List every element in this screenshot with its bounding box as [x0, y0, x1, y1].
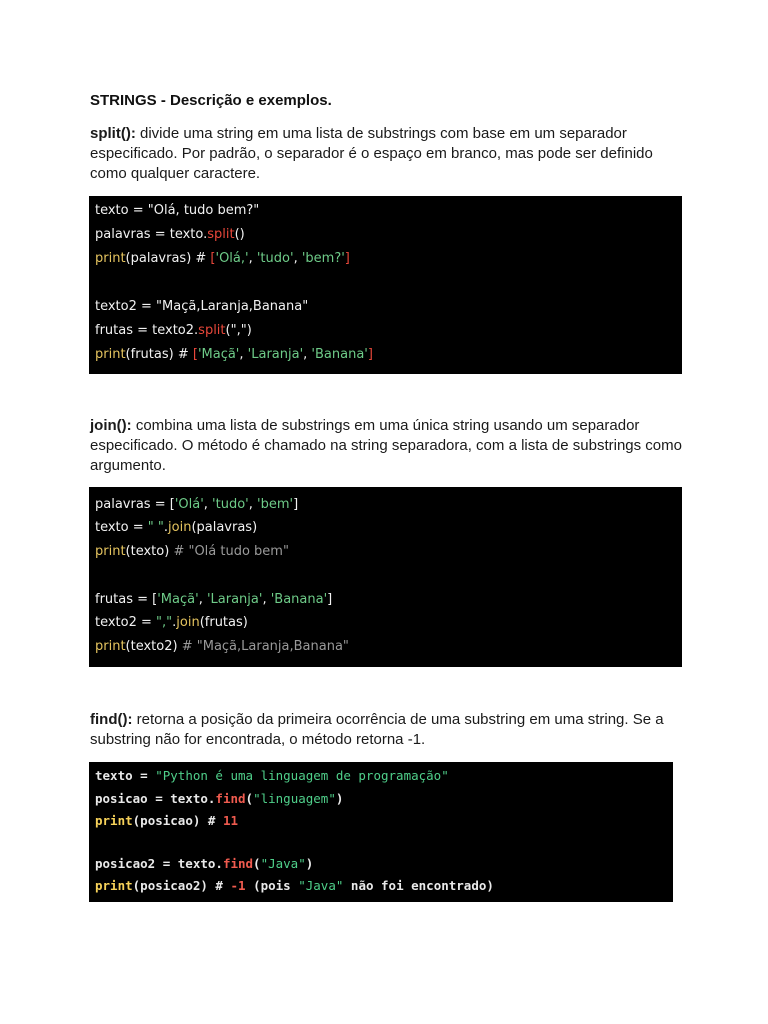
code-line: print(frutas) # ['Maçã', 'Laranja', 'Banana'] — [95, 347, 373, 362]
join-heading: join(): — [90, 417, 132, 434]
code-line: posicao2 = texto.find("Java") — [95, 856, 314, 871]
code-line: texto2 = "Maçã,Laranja,Banana" — [95, 299, 309, 314]
code-line: texto2 = ",".join(frutas) — [95, 615, 248, 630]
code-line: texto = "Olá, tudo bem?" — [95, 203, 260, 218]
code-line: palavras = ['Olá', 'tudo', 'bem'] — [95, 497, 299, 512]
code-line: frutas = texto2.split(",") — [95, 323, 252, 338]
page-title: STRINGS - Descrição e exemplos. — [90, 92, 332, 109]
split-code-block — [89, 196, 682, 374]
code-line: posicao = texto.find("linguagem") — [95, 791, 344, 806]
find-description — [90, 710, 690, 750]
code-line: frutas = ['Maçã', 'Laranja', 'Banana'] — [95, 592, 333, 607]
code-line: print(texto) # "Olá tudo bem" — [95, 544, 289, 559]
find-text: retorna a posição da primeira ocorrência de uma substring em uma string. Se a substring não for encontrada, o método retorna -1. — [90, 711, 664, 748]
join-code-block — [89, 487, 682, 667]
code-line: print(posicao2) # -1 (pois "Java" não foi encontrado) — [95, 878, 494, 893]
split-text: divide uma string em uma lista de substrings com base em um separador especificado. Por padrão, o separador é o espaço em branco, mas pode ser definido como qualquer caractere. — [90, 125, 653, 182]
code-line: print(texto2) # "Maçã,Laranja,Banana" — [95, 639, 349, 654]
code-line: print(posicao) # 11 — [95, 813, 239, 828]
join-description — [90, 416, 690, 476]
code-line: print(palavras) # ['Olá,', 'tudo', 'bem?'] — [95, 251, 350, 266]
find-code-block — [89, 762, 673, 902]
split-description — [90, 124, 690, 184]
code-line: texto = "Python é uma linguagem de programação" — [95, 768, 449, 783]
code-line: texto = " ".join(palavras) — [95, 520, 258, 535]
code-line: palavras = texto.split() — [95, 227, 245, 242]
find-heading: find(): — [90, 711, 133, 728]
split-heading: split(): — [90, 125, 136, 142]
join-text: combina uma lista de substrings em uma única string usando um separador especificado. O método é chamado na string separadora, com a lista de substrings como argumento. — [90, 417, 682, 474]
